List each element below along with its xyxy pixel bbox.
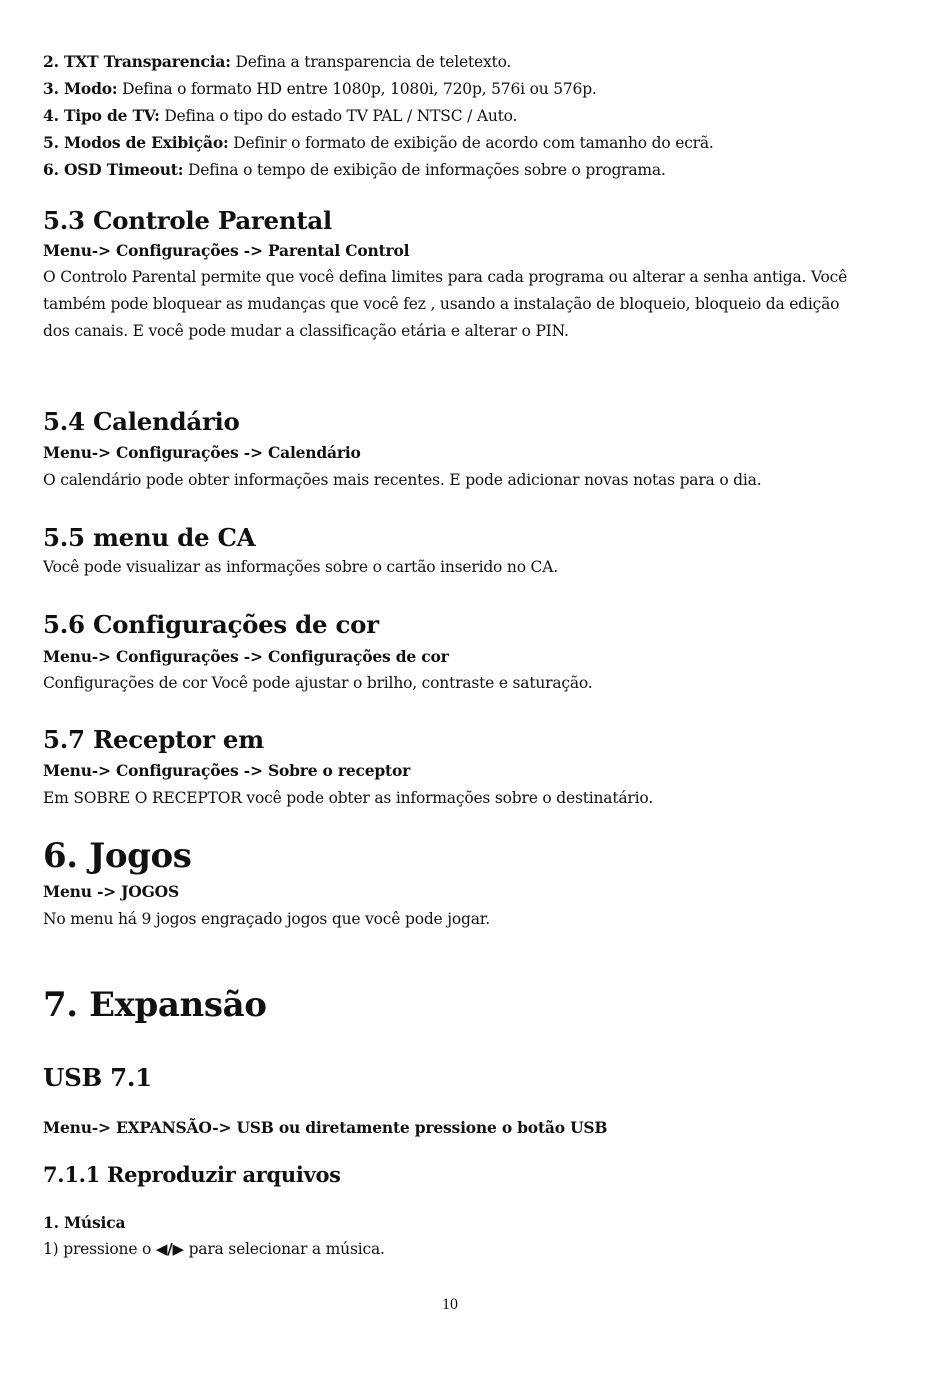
list-term: 5. Modos de Exibição: xyxy=(43,133,229,152)
step-suffix: para selecionar a música. xyxy=(183,1240,385,1258)
list-desc: Defina o formato HD entre 1080p, 1080i, 720p, 576i ou 576p. xyxy=(117,80,597,98)
section-heading-5-6: 5.6 Configurações de cor xyxy=(43,610,379,639)
list-desc: Defina o tempo de exibição de informações sobre o programa. xyxy=(183,161,666,179)
list-desc: Defina a transparencia de teletexto. xyxy=(230,53,512,71)
section-heading-usb: USB 7.1 xyxy=(43,1063,152,1092)
menu-path: Menu-> Configurações -> Sobre o receptor xyxy=(43,761,411,780)
menu-path: Menu-> EXPANSÃO-> USB ou diretamente pressione o botão USB xyxy=(43,1118,608,1137)
section-heading-5-7: 5.7 Receptor em xyxy=(43,725,264,754)
menu-path: Menu-> Configurações -> Calendário xyxy=(43,443,361,462)
menu-path: Menu-> Configurações -> Parental Control xyxy=(43,241,410,260)
section-body: O calendário pode obter informações mais recentes. E pode adicionar novas notas para o dia. xyxy=(43,471,762,489)
list-item xyxy=(43,79,903,98)
section-heading-5-4: 5.4 Calendário xyxy=(43,407,240,436)
subsection-heading-7-1-1: 7.1.1 Reproduzir arquivos xyxy=(43,1162,341,1187)
section-body: Configurações de cor Você pode ajustar o brilho, contraste e saturação. xyxy=(43,674,593,692)
chapter-heading-7: 7. Expansão xyxy=(43,985,267,1025)
page-number: 10 xyxy=(442,1296,458,1313)
list-term: 4. Tipo de TV: xyxy=(43,106,160,125)
list-term: 2. TXT Transparencia: xyxy=(43,52,231,71)
section-heading-5-5: 5.5 menu de CA xyxy=(43,523,256,552)
step-prefix: 1) pressione o xyxy=(43,1240,156,1258)
left-right-arrow-icon: ◀/▶ xyxy=(155,1240,184,1258)
step-line xyxy=(43,1240,903,1258)
list-item xyxy=(43,160,903,179)
list-desc: Defina o tipo do estado TV PAL / NTSC / Auto. xyxy=(159,107,518,125)
menu-path: Menu-> Configurações -> Configurações de cor xyxy=(43,647,449,666)
section-body: O Controlo Parental permite que você defina limites para cada programa ou alterar a senha antiga. Você também pode bloquear as mudanças que você fez , usando a instalação de bloqueio, bloqueio da edição dos canais. E você pode mudar a classificação etária e alterar o PIN. xyxy=(43,268,848,340)
item-heading-music: 1. Música xyxy=(43,1213,126,1232)
section-body: Em SOBRE O RECEPTOR você pode obter as informações sobre o destinatário. xyxy=(43,789,653,807)
chapter-heading-6: 6. Jogos xyxy=(43,836,192,876)
section-heading-5-3: 5.3 Controle Parental xyxy=(43,206,332,235)
list-item xyxy=(43,106,903,125)
list-term: 6. OSD Timeout: xyxy=(43,160,184,179)
list-item xyxy=(43,52,903,71)
menu-path: Menu -> JOGOS xyxy=(43,882,179,901)
section-body: No menu há 9 jogos engraçado jogos que você pode jogar. xyxy=(43,910,490,928)
list-desc: Definir o formato de exibição de acordo com tamanho do ecrã. xyxy=(228,134,714,152)
list-term: 3. Modo: xyxy=(43,79,118,98)
section-body: Você pode visualizar as informações sobre o cartão inserido no CA. xyxy=(43,558,558,576)
list-item xyxy=(43,133,903,152)
